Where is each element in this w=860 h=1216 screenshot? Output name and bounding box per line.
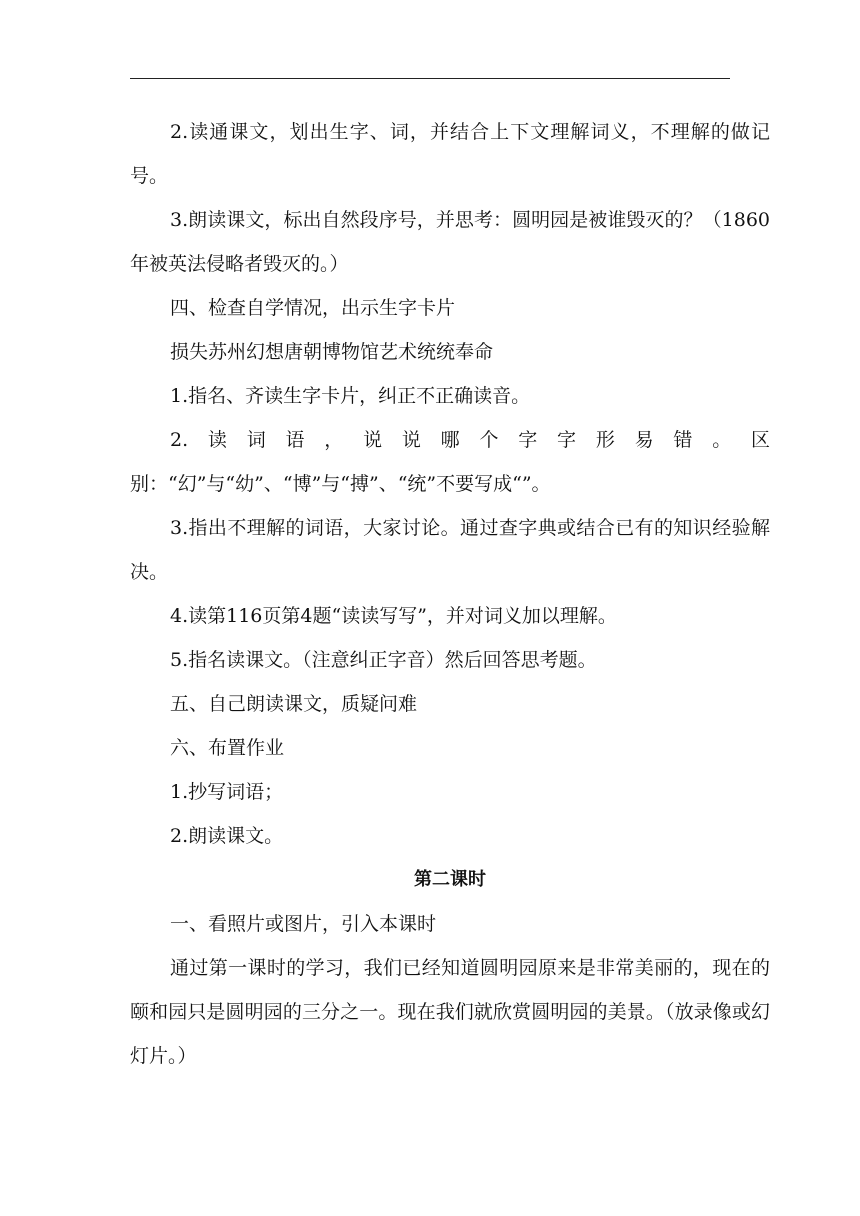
paragraph: 1.指名、齐读生字卡片，纠正不正确读音。 xyxy=(170,385,531,407)
header-rule xyxy=(130,78,730,79)
document-body xyxy=(130,110,770,1078)
paragraph: 3.指出不理解的词语，大家讨论。通过查字典或结合已有的知识经验解决。 xyxy=(130,517,770,583)
paragraph: 通过第一课时的学习，我们已经知道圆明园原来是非常美丽的，现在的颐和园只是圆明园的三分之一。现在我们就欣赏圆明园的美景。（放录像或幻灯片。） xyxy=(130,957,770,1067)
section-heading: 四、检查自学情况，出示生字卡片 xyxy=(170,297,456,319)
paragraph: 2.读通课文，划出生字、词，并结合上下文理解词义，不理解的做记号。 xyxy=(130,121,770,187)
paragraph: 5.指名读课文。（注意纠正字音）然后回答思考题。 xyxy=(170,649,597,671)
paragraph: 1.抄写词语； xyxy=(170,781,284,803)
vocabulary-list: 损失苏州幻想唐朝博物馆艺术统统奉命 xyxy=(170,341,494,363)
paragraph: 2.朗读课文。 xyxy=(170,825,284,847)
paragraph: 2.读词语，说说哪个字字形易错。区别：“幻”与“幼”、“博”与“搏”、“统”不要写成“”。 xyxy=(130,429,770,495)
lesson-title: 第二课时 xyxy=(414,869,486,890)
section-heading: 五、自己朗读课文，质疑问难 xyxy=(170,693,418,715)
section-heading: 一、看照片或图片，引入本课时 xyxy=(170,913,437,935)
section-heading: 六、布置作业 xyxy=(170,737,285,759)
paragraph: 4.读第116页第4题“读读写写”，并对词义加以理解。 xyxy=(170,605,617,627)
paragraph: 3.朗读课文，标出自然段序号，并思考：圆明园是被谁毁灭的？（1860年被英法侵略者毁灭的。） xyxy=(130,209,770,275)
